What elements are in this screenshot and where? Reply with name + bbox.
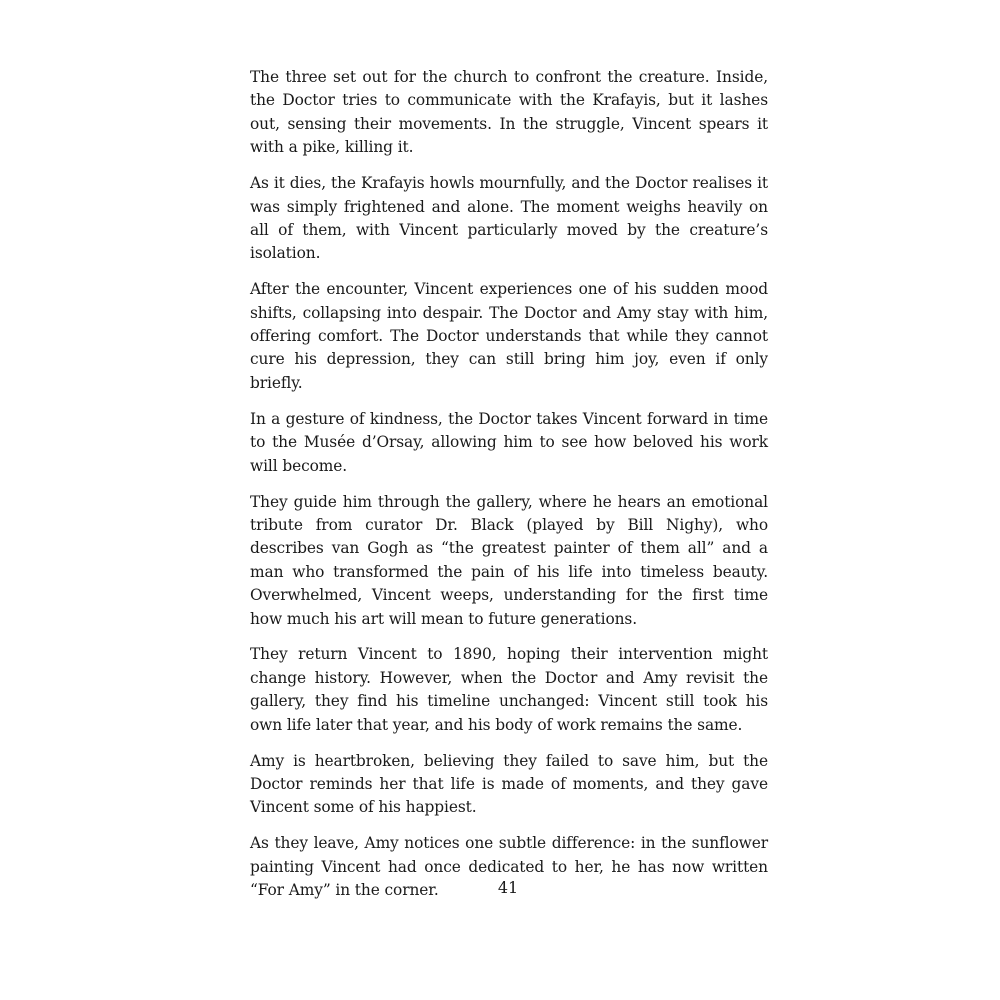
paragraph-8: As they leave, Amy notices one subtle difference: in the sunflower painting Vincent had once dedicated to her, he has now written “For Amy” in the corner. [250, 834, 768, 900]
body-text [250, 66, 768, 915]
paragraph-2: As it dies, the Krafayis howls mournfully, and the Doctor realises it was simply frightened and alone. The moment weighs heavily on all of them, with Vincent particularly moved by the creature’s isolation. [250, 174, 768, 263]
paragraph-5: They guide him through the gallery, where he hears an emotional tribute from curator Dr. Black (played by Bill Nighy), who describes van Gogh as “the greatest painter of them all” and a man who transformed the pain of his life into timeless beauty. Overwhelmed, Vincent weeps, understanding for the first time how much his art will mean to future generations. [250, 492, 768, 628]
page-number: 41 [497, 878, 519, 897]
paragraph-7: Amy is heartbroken, believing they failed to save him, but the Doctor reminds her that life is made of moments, and they gave Vincent some of his happiest. [250, 751, 768, 817]
paragraph-6: They return Vincent to 1890, hoping their intervention might change history. However, when the Doctor and Amy revisit the gallery, they find his timeline unchanged: Vincent still took his own life later that year, and his body of work remains the same. [250, 645, 768, 734]
paragraph-3: After the encounter, Vincent experiences one of his sudden mood shifts, collapsing into despair. The Doctor and Amy stay with him, offering comfort. The Doctor understands that while they cannot cure his depression, they can still bring him joy, even if only briefly. [250, 280, 768, 392]
paragraph-1: The three set out for the church to confront the creature. Inside, the Doctor tries to communicate with the Krafayis, but it lashes out, sensing their movements. In the struggle, Vincent spears it with a pike, killing it. [250, 68, 768, 157]
paragraph-4: In a gesture of kindness, the Doctor takes Vincent forward in time to the Musée d’Orsay, allowing him to see how beloved his work will become. [250, 409, 768, 475]
